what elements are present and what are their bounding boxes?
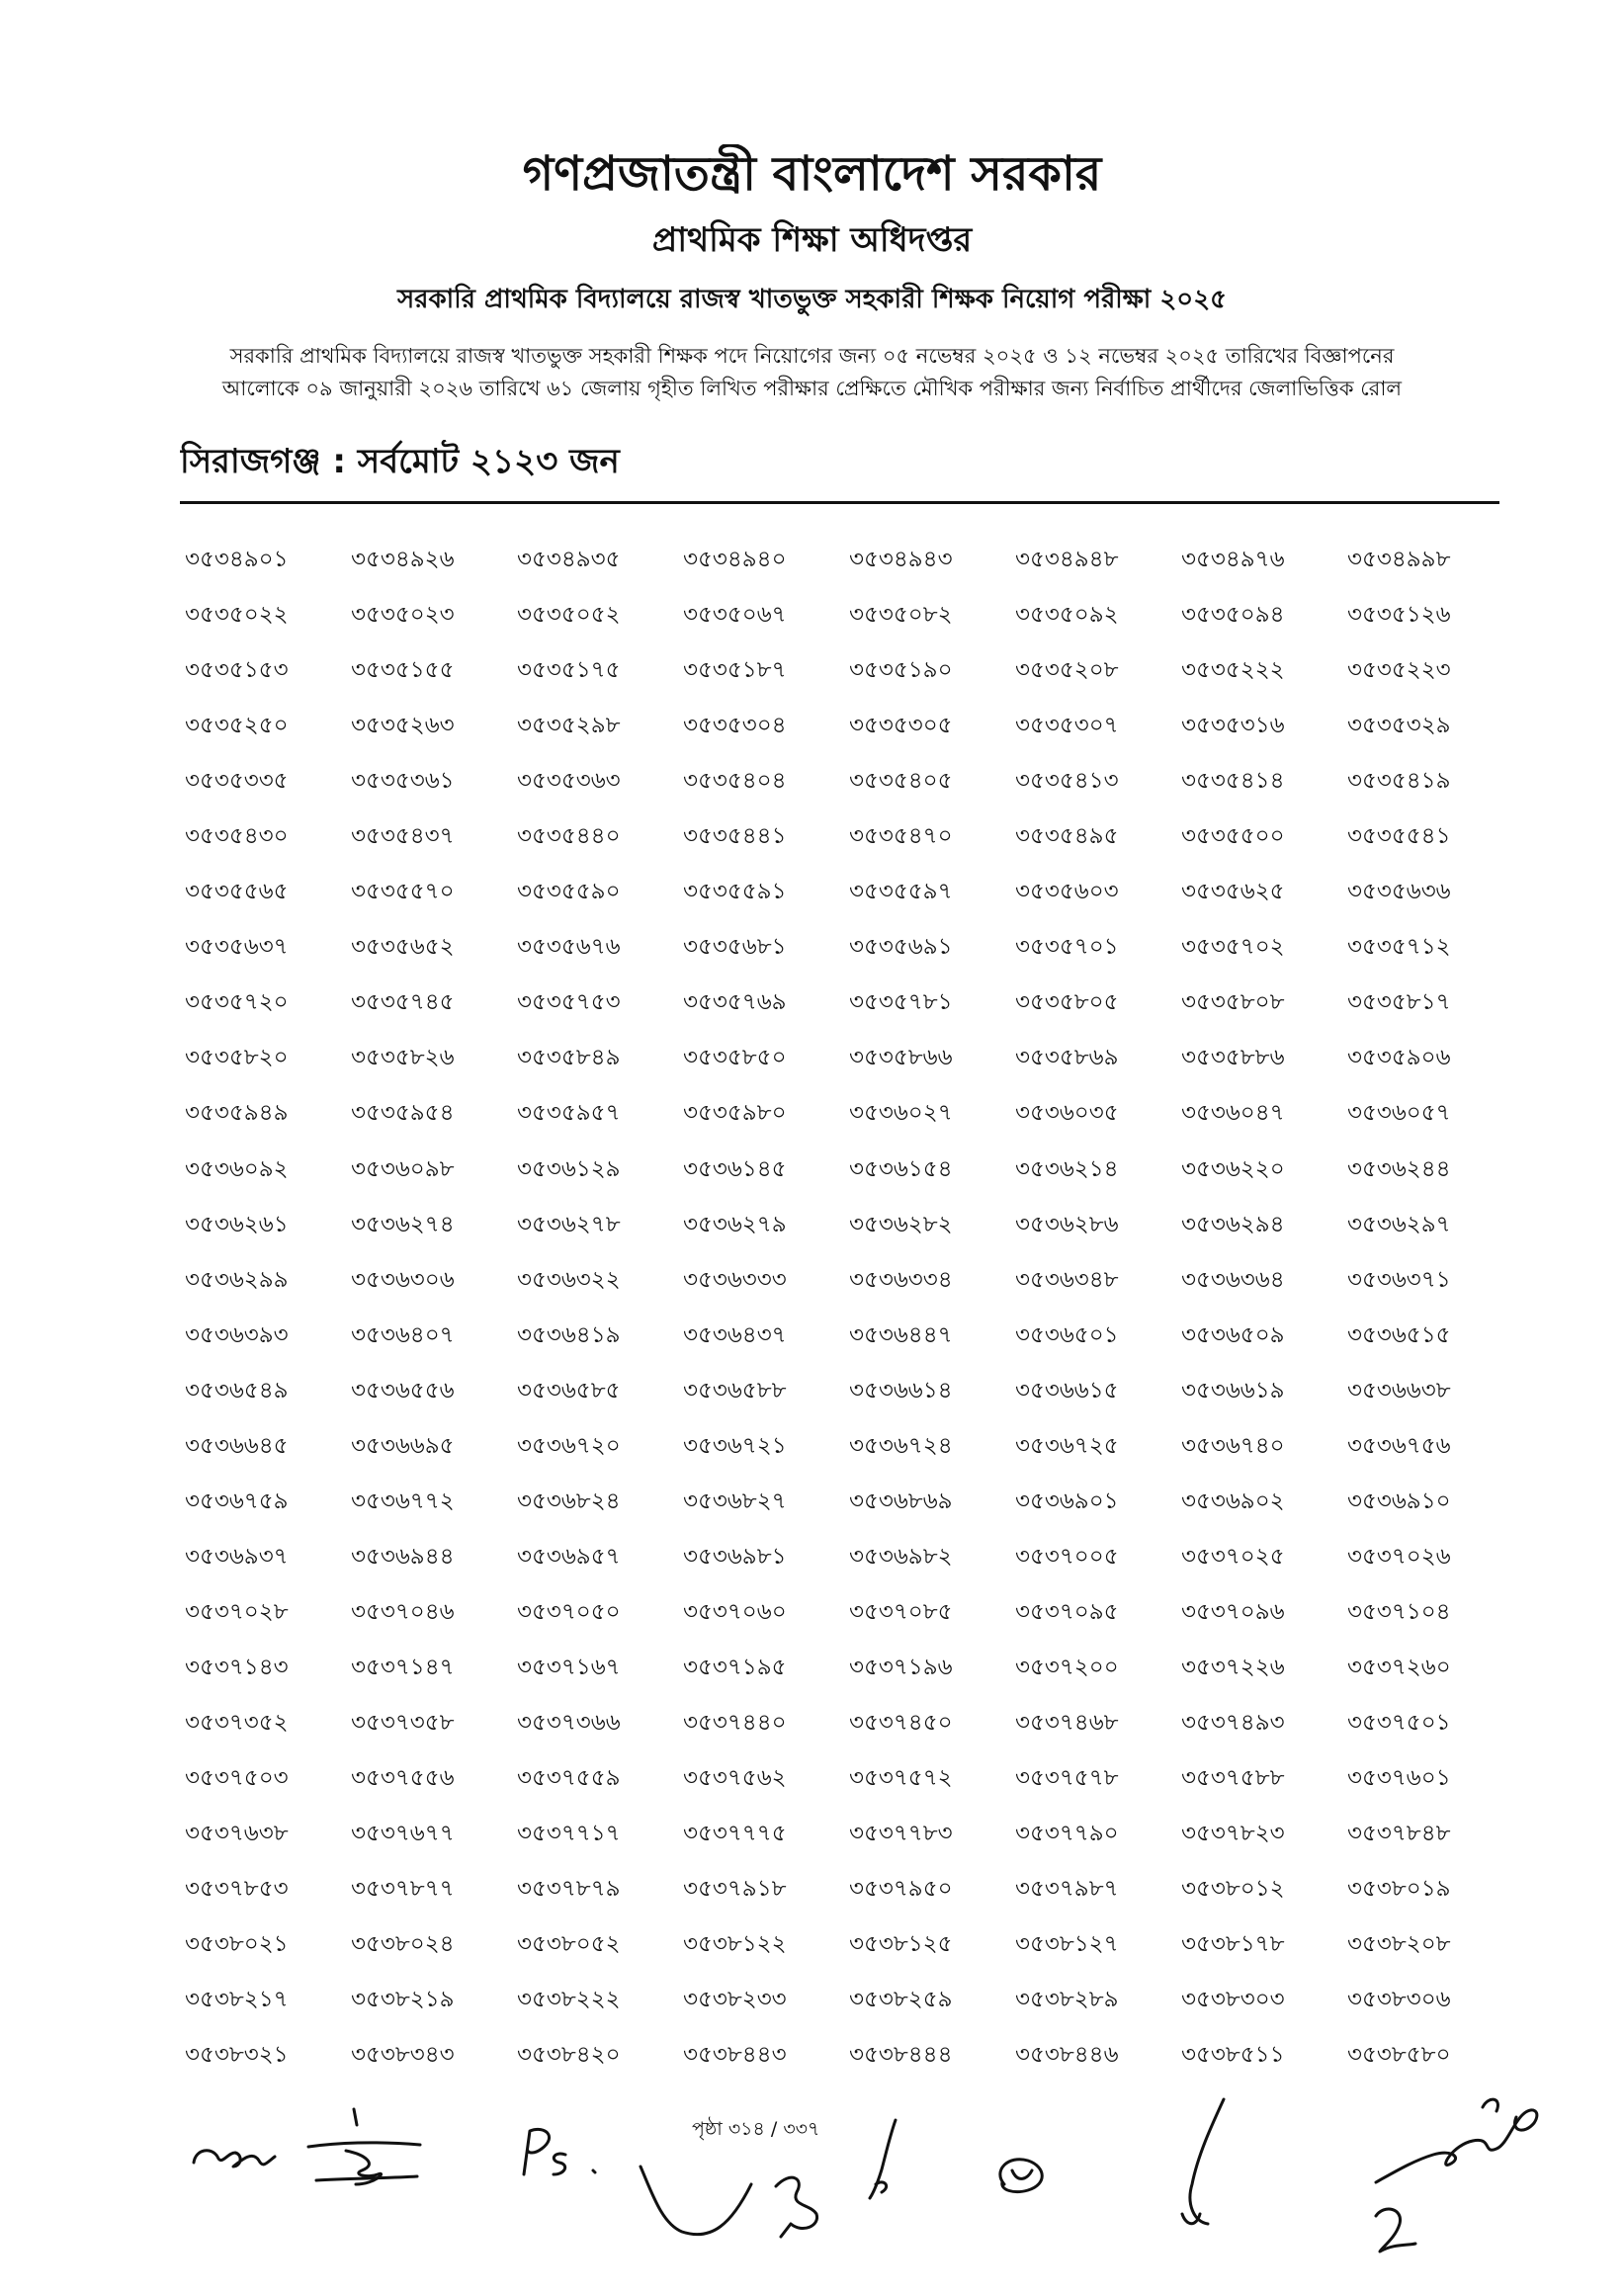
roll-number: ৩৫৩৭৩৫২ [185,1710,289,1736]
roll-number: ৩৫৩৫৩৬৩ [517,768,621,795]
roll-number: ৩৫৩৮৪৪৬ [1015,2042,1119,2069]
roll-number: ৩৫৩৭১৪৭ [351,1654,455,1680]
roll-number: ৩৫৩৫৮০৫ [1015,989,1119,1016]
roll-number: ৩৫৩৭০০৫ [1015,1543,1119,1570]
roll-number: ৩৫৩৮৩৪৩ [351,2042,455,2069]
roll-number: ৩৫৩৫৪১৩ [1015,768,1119,795]
roll-number: ৩৫৩৫২২২ [1181,657,1285,684]
roll-number: ৩৫৩৫৪৯৫ [1015,823,1119,850]
signature-5 [870,2120,896,2198]
roll-number: ৩৫৩৭০৪৬ [351,1598,455,1625]
roll-number: ৩৫৩৭৭১৭ [517,1821,621,1847]
roll-number: ৩৫৩৫৪৪০ [517,823,621,850]
roll-number: ৩৫৩৫৩০৭ [1015,713,1119,739]
roll-number: ৩৫৩৭৮৫৩ [185,1876,289,1903]
roll-number: ৩৫৩৭০৬০ [683,1598,787,1625]
roll-row [185,1085,1513,1141]
roll-number: ৩৫৩৭৩৬৬ [517,1710,621,1736]
roll-number: ৩৫৩৮২৮৯ [1015,1987,1119,2013]
roll-number: ৩৫৩৫৮১৭ [1347,989,1451,1016]
roll-number: ৩৫৩৫০৮২ [849,602,953,629]
exam-title: সরকারি প্রাথমিক বিদ্যালয়ে রাজস্ব খাতভুক্ত সহকারী শিক্ষক নিয়োগ পরীক্ষা ২০২৫ [397,285,1227,314]
roll-number: ৩৫৩৪৯২৬ [351,547,455,573]
roll-number: ৩৫৩৫৯০৬ [1347,1045,1451,1071]
roll-number: ৩৫৩৮১২২ [683,1931,787,1958]
roll-row [185,1529,1513,1584]
roll-number: ৩৫৩৭৮২৩ [1181,1821,1285,1847]
roll-number: ৩৫৩৫৩২৯ [1347,713,1451,739]
roll-number: ৩৫৩৫৪৩০ [185,823,289,850]
roll-number: ৩৫৩৫৪০৫ [849,768,953,795]
roll-number: ৩৫৩৫২২৩ [1347,657,1451,684]
roll-number: ৩৫৩৮২৩৩ [683,1987,787,2013]
roll-number: ৩৫৩৫৮২৬ [351,1045,455,1071]
roll-number: ৩৫৩৬৩৯৩ [185,1321,289,1348]
roll-number: ৩৫৩৮২১৯ [351,1987,455,2013]
roll-number: ৩৫৩৬৫৮৮ [683,1377,787,1403]
roll-number: ৩৫৩৫৮৮৬ [1181,1045,1285,1071]
roll-number: ৩৫৩৭১০৪ [1347,1598,1451,1625]
roll-number: ৩৫৩৭৬৩৮ [185,1821,289,1847]
roll-number: ৩৫৩৫৬৯১ [849,934,953,961]
roll-number: ৩৫৩৮০৫২ [517,1931,621,1958]
roll-number: ৩৫৩৬৯৫৭ [517,1543,621,1570]
roll-number: ৩৫৩৫১২৬ [1347,602,1451,629]
roll-number: ৩৫৩৭৪৫০ [849,1710,953,1736]
roll-number: ৩৫৩৭৪৪০ [683,1710,787,1736]
roll-number: ৩৫৩৫২৯৮ [517,713,621,739]
roll-number: ৩৫৩৫১৫৫ [351,657,455,684]
roll-number: ৩৫৩৪৯৩৫ [517,547,621,573]
roll-number: ৩৫৩৫১৭৫ [517,657,621,684]
roll-number: ৩৫৩৬২৭৯ [683,1211,787,1237]
roll-number: ৩৫৩৬০৯২ [185,1155,289,1182]
roll-number: ৩৫৩৭৬৭৭ [351,1821,455,1847]
roll-number: ৩৫৩৫৭৫৩ [517,989,621,1016]
roll-number: ৩৫৩৬৭২০ [517,1432,621,1459]
roll-number: ৩৫৩৫৩০৪ [683,713,787,739]
roll-number: ৩৫৩৫৩৩৫ [185,768,289,795]
roll-number: ৩৫৩৮৪২০ [517,2042,621,2069]
roll-number: ৩৫৩৫৬৩৬ [1347,879,1451,905]
roll-number-grid [185,532,1513,2082]
roll-number: ৩৫৩৬৫০১ [1015,1321,1119,1348]
roll-number: ৩৫৩৫৭১২ [1347,934,1451,961]
roll-number: ৩৫৩৫৭৪৫ [351,989,455,1016]
roll-number: ৩৫৩৬২৮৬ [1015,1211,1119,1237]
roll-number: ৩৫৩৬১৪৫ [683,1155,787,1182]
roll-number: ৩৫৩৪৯৪০ [683,547,787,573]
roll-number: ৩৫৩৫৫৭০ [351,879,455,905]
roll-number: ৩৫৩৫০৫২ [517,602,621,629]
roll-number: ৩৫৩৮২১৭ [185,1987,289,2013]
roll-row [185,1474,1513,1529]
roll-number: ৩৫৩৬৯১০ [1347,1488,1451,1514]
roll-number: ৩৫৩৫৫৯১ [683,879,787,905]
district-heading: সিরাজগঞ্জ : সর্বমোট ২১২৩ জন [180,442,620,481]
roll-number: ৩৫৩৬৩০৬ [351,1266,455,1293]
roll-number: ৩৫৩৭০৫০ [517,1598,621,1625]
roll-row [185,1030,1513,1085]
roll-number: ৩৫৩৫১৫৩ [185,657,289,684]
roll-number: ৩৫৩৬৯০১ [1015,1488,1119,1514]
roll-number: ৩৫৩৬৪৩৭ [683,1321,787,1348]
roll-number: ৩৫৩৭২২৬ [1181,1654,1285,1680]
roll-row [185,2027,1513,2082]
roll-number: ৩৫৩৮০১২ [1181,1876,1285,1903]
signature-8 [1376,2209,1415,2252]
roll-number: ৩৫৩৬৩২২ [517,1266,621,1293]
roll-number: ৩৫৩৫৩৬১ [351,768,455,795]
roll-number: ৩৫৩৫২৬৩ [351,713,455,739]
roll-number: ৩৫৩৬২২০ [1181,1155,1285,1182]
roll-number: ৩৫৩৮২৫৯ [849,1987,953,2013]
roll-number: ৩৫৩৭০২৫ [1181,1543,1285,1570]
roll-number: ৩৫৩৭৫৫৯ [517,1765,621,1792]
roll-number: ৩৫৩৭৯১৮ [683,1876,787,1903]
roll-number: ৩৫৩৬৬১৯ [1181,1377,1285,1403]
roll-number: ৩৫৩৪৯০১ [185,547,289,573]
roll-number: ৩৫৩৫৭২০ [185,989,289,1016]
roll-number: ৩৫৩৫৫০০ [1181,823,1285,850]
roll-number: ৩৫৩৬৪৪৭ [849,1321,953,1348]
roll-number: ৩৫৩৭৮৭৯ [517,1876,621,1903]
roll-number: ৩৫৩৪৯৪৩ [849,547,953,573]
roll-number: ৩৫৩৬০৯৮ [351,1155,455,1182]
roll-row [185,1308,1513,1363]
roll-number: ৩৫৩৮০২৪ [351,1931,455,1958]
roll-number: ৩৫৩৮৫১১ [1181,2042,1285,2069]
roll-number: ৩৫৩৭৭৭৫ [683,1821,787,1847]
roll-number: ৩৫৩৫৬৫২ [351,934,455,961]
roll-row [185,1861,1513,1916]
roll-number: ৩৫৩৪৯৯৮ [1347,547,1451,573]
roll-number: ৩৫৩৫৭০২ [1181,934,1285,961]
roll-row [185,698,1513,753]
roll-number: ৩৫৩৫৮৬৬ [849,1045,953,1071]
roll-number: ৩৫৩৬৩৭১ [1347,1266,1451,1293]
roll-number: ৩৫৩৬৯৩৭ [185,1543,289,1570]
roll-number: ৩৫৩৭৫৬২ [683,1765,787,1792]
roll-number: ৩৫৩৭৮৭৭ [351,1876,455,1903]
notice-line-1: সরকারি প্রাথমিক বিদ্যালয়ে রাজস্ব খাতভুক্ত সহকারী শিক্ষক পদে নিয়োগের জন্য ০৫ নভেম্বর ২০২৫ ও ১২ নভেম্বর ২০২৫ তারিখের বিজ্ঞাপনের [229,344,1395,368]
signature-3 [524,2129,595,2174]
roll-row [185,1695,1513,1750]
notice-line-2: আলোকে ০৯ জানুয়ারী ২০২৬ তারিখে ৬১ জেলায় গৃহীত লিখিত পরীক্ষার প্রেক্ষিতে মৌখিক পরীক্ষার জন্য নির্বাচিত প্রার্থীদের জেলাভিত্তিক রোল [221,377,1403,400]
roll-row [185,532,1513,587]
roll-number: ৩৫৩৮১২৫ [849,1931,953,1958]
roll-number: ৩৫৩৬৭২৫ [1015,1432,1119,1459]
roll-number: ৩৫৩৫৪০৪ [683,768,787,795]
roll-number: ৩৫৩৭০৯৫ [1015,1598,1119,1625]
roll-number: ৩৫৩৬৯৪৪ [351,1543,455,1570]
roll-number: ৩৫৩৬৮৬৯ [849,1488,953,1514]
roll-number: ৩৫৩৬৬৩৮ [1347,1377,1451,1403]
roll-number: ৩৫৩৬৭৭২ [351,1488,455,1514]
roll-number: ৩৫৩৭৯৮৭ [1015,1876,1119,1903]
roll-number: ৩৫৩৮৩০৩ [1181,1987,1285,2013]
government-title: গণপ্রজাতন্ত্রী বাংলাদেশ সরকার [522,146,1102,202]
roll-number: ৩৫৩৬৬৯৫ [351,1432,455,1459]
roll-number: ৩৫৩৭১৬৭ [517,1654,621,1680]
roll-number: ৩৫৩৬৭৪০ [1181,1432,1285,1459]
signatures-area [0,2076,1624,2283]
roll-number: ৩৫৩৬৬১৫ [1015,1377,1119,1403]
roll-number: ৩৫৩৬৬৪৫ [185,1432,289,1459]
roll-number: ৩৫৩৫৫৯৭ [849,879,953,905]
roll-row [185,1197,1513,1252]
roll-number: ৩৫৩৬১৫৪ [849,1155,953,1182]
roll-number: ৩৫৩৭১৪৩ [185,1654,289,1680]
roll-number: ৩৫৩৫৬৮১ [683,934,787,961]
roll-row [185,1252,1513,1308]
roll-row [185,1640,1513,1695]
roll-number: ৩৫৩৬৯০২ [1181,1488,1285,1514]
roll-number: ৩৫৩৮৩২১ [185,2042,289,2069]
roll-number: ৩৫৩৬২১৪ [1015,1155,1119,1182]
roll-number: ৩৫৩৬৫১৫ [1347,1321,1451,1348]
roll-number: ৩৫৩৮৫৮০ [1347,2042,1451,2069]
roll-row [185,587,1513,642]
roll-number: ৩৫৩৬২৪৪ [1347,1155,1451,1182]
roll-number: ৩৫৩৫৯৮০ [683,1100,787,1127]
roll-row [185,975,1513,1030]
roll-number: ৩৫৩৫৬৭৬ [517,934,621,961]
roll-row [185,1806,1513,1861]
roll-number: ৩৫৩৫৬০৩ [1015,879,1119,905]
roll-number: ৩৫৩৬৭৫৬ [1347,1432,1451,1459]
roll-number: ৩৫৩৭৯৫০ [849,1876,953,1903]
roll-number: ৩৫৩৭৫০৩ [185,1765,289,1792]
roll-row [185,1363,1513,1418]
roll-row [185,1142,1513,1197]
roll-number: ৩৫৩৬৩৩৩ [683,1266,787,1293]
roll-number: ৩৫৩৬৯৮১ [683,1543,787,1570]
roll-row [185,1418,1513,1474]
roll-number: ৩৫৩৬৩৩৪ [849,1266,953,1293]
roll-number: ৩৫৩৫৮৬৯ [1015,1045,1119,1071]
roll-number: ৩৫৩৮০২১ [185,1931,289,1958]
roll-number: ৩৫৩৬২৮২ [849,1211,953,1237]
roll-number: ৩৫৩৬২৯৯ [185,1266,289,1293]
roll-number: ৩৫৩৫২৫০ [185,713,289,739]
signature-4 [641,2167,817,2237]
roll-number: ৩৫৩৬২৯৭ [1347,1211,1451,1237]
roll-number: ৩৫৩৭৫৫৬ [351,1765,455,1792]
roll-number: ৩৫৩৮৪৪৩ [683,2042,787,2069]
roll-number: ৩৫৩৫৭০১ [1015,934,1119,961]
roll-row [185,1972,1513,2027]
roll-number: ৩৫৩৭০২৬ [1347,1543,1451,1570]
roll-number: ৩৫৩৫৮০৮ [1181,989,1285,1016]
roll-number: ৩৫৩৫০৯২ [1015,602,1119,629]
roll-number: ৩৫৩৭২৬০ [1347,1654,1451,1680]
roll-number: ৩৫৩৭১৯৬ [849,1654,953,1680]
roll-number: ৩৫৩৫০৯৪ [1181,602,1285,629]
roll-number: ৩৫৩৬৬১৪ [849,1377,953,1403]
roll-number: ৩৫৩৭১৯৫ [683,1654,787,1680]
roll-row [185,808,1513,864]
roll-number: ৩৫৩৫০২৩ [351,602,455,629]
roll-number: ৩৫৩৭৩৫৮ [351,1710,455,1736]
roll-number: ৩৫৩৮০১৯ [1347,1876,1451,1903]
roll-number: ৩৫৩৫৬২৫ [1181,879,1285,905]
roll-number: ৩৫৩৫৭৮১ [849,989,953,1016]
roll-row [185,864,1513,919]
roll-row [185,753,1513,808]
roll-number: ৩৫৩৭৪৬৮ [1015,1710,1119,1736]
roll-row [185,1750,1513,1806]
roll-number: ৩৫৩৪৯৪৮ [1015,547,1119,573]
roll-number: ৩৫৩৭০৯৬ [1181,1598,1285,1625]
roll-number: ৩৫৩৫৩০৫ [849,713,953,739]
roll-number: ৩৫৩৬৭৫৯ [185,1488,289,1514]
roll-number: ৩৫৩৫৪১৪ [1181,768,1285,795]
signature-1 [194,2151,275,2167]
roll-number: ৩৫৩৬০৫৭ [1347,1100,1451,1127]
roll-number: ৩৫৩৫৮৪৯ [517,1045,621,1071]
heading-divider [180,501,1499,504]
roll-number: ৩৫৩৫৩১৬ [1181,713,1285,739]
roll-number: ৩৫৩৫৭৬৯ [683,989,787,1016]
roll-number: ৩৫৩৭৫৭২ [849,1765,953,1792]
roll-number: ৩৫৩৭০২৮ [185,1598,289,1625]
signature-2 [308,2109,420,2184]
roll-number: ৩৫৩৫৪৩৭ [351,823,455,850]
roll-number: ৩৫৩৬১২৯ [517,1155,621,1182]
roll-number: ৩৫৩৮৪৪৪ [849,2042,953,2069]
roll-number: ৩৫৩৬৫৮৫ [517,1377,621,1403]
roll-number: ৩৫৩৬৫০৯ [1181,1321,1285,1348]
roll-number: ৩৫৩৮৩০৬ [1347,1987,1451,2013]
roll-number: ৩৫৩৫০২২ [185,602,289,629]
roll-number: ৩৫৩৭৭৮৩ [849,1821,953,1847]
roll-row [185,1916,1513,1972]
roll-number: ৩৫৩৭২০০ [1015,1654,1119,1680]
roll-number: ৩৫৩৬২৬১ [185,1211,289,1237]
roll-number: ৩৫৩৭৭৯০ [1015,1821,1119,1847]
roll-number: ৩৫৩৭৫০১ [1347,1710,1451,1736]
roll-number: ৩৫৩৬৪১৯ [517,1321,621,1348]
roll-number: ৩৫৩৬৫৫৬ [351,1377,455,1403]
roll-number: ৩৫৩৬৩৬৪ [1181,1266,1285,1293]
roll-row [185,642,1513,698]
roll-number: ৩৫৩৬৭২৪ [849,1432,953,1459]
roll-number: ৩৫৩৬৮২৪ [517,1488,621,1514]
roll-number: ৩৫৩৬৪০৭ [351,1321,455,1348]
roll-number: ৩৫৩৭৬০১ [1347,1765,1451,1792]
roll-number: ৩৫৩৭৫৭৮ [1015,1765,1119,1792]
roll-number: ৩৫৩৮১৭৮ [1181,1931,1285,1958]
roll-number: ৩৫৩৮১২৭ [1015,1931,1119,1958]
roll-number: ৩৫৩৫৬৩৭ [185,934,289,961]
roll-number: ৩৫৩৫৯৫৭ [517,1100,621,1127]
roll-number: ৩৫৩৭৮৪৮ [1347,1821,1451,1847]
roll-number: ৩৫৩৭০৮৫ [849,1598,953,1625]
roll-number: ৩৫৩৫৮৫০ [683,1045,787,1071]
roll-number: ৩৫৩৮২২২ [517,1987,621,2013]
page-number: পৃষ্ঠা ৩১৪ / ৩৩৭ [692,2118,820,2140]
roll-number: ৩৫৩৬২৭৮ [517,1211,621,1237]
roll-number: ৩৫৩৫১৮৭ [683,657,787,684]
roll-number: ৩৫৩৫৫৬৫ [185,879,289,905]
roll-number: ৩৫৩৬০২৭ [849,1100,953,1127]
roll-number: ৩৫৩৬২৯৪ [1181,1211,1285,1237]
roll-number: ৩৫৩৬৫৪৯ [185,1377,289,1403]
roll-number: ৩৫৩৬৯৮২ [849,1543,953,1570]
roll-number: ৩৫৩৫৫৯০ [517,879,621,905]
roll-number: ৩৫৩৫৪৪১ [683,823,787,850]
roll-number: ৩৫৩৫৪৭০ [849,823,953,850]
roll-number: ৩৫৩৬২৭৪ [351,1211,455,1237]
roll-number: ৩৫৩৭৪৯৩ [1181,1710,1285,1736]
roll-number: ৩৫৩৫৪১৯ [1347,768,1451,795]
roll-number: ৩৫৩৭৫৮৮ [1181,1765,1285,1792]
roll-number: ৩৫৩৮২০৮ [1347,1931,1451,1958]
roll-number: ৩৫৩৫৯৪৯ [185,1100,289,1127]
directorate-title: প্রাথমিক শিক্ষা অধিদপ্তর [651,220,973,260]
roll-number: ৩৫৩৫৯৫৪ [351,1100,455,1127]
roll-number: ৩৫৩৬৮২৭ [683,1488,787,1514]
signature-9 [1376,2099,1537,2182]
signature-7 [1182,2099,1224,2224]
roll-number: ৩৫৩৬৭২১ [683,1432,787,1459]
roll-number: ৩৫৩৬০৩৫ [1015,1100,1119,1127]
roll-number: ৩৫৩৫২০৮ [1015,657,1119,684]
roll-number: ৩৫৩৪৯৭৬ [1181,547,1285,573]
roll-row [185,1584,1513,1640]
signature-6 [1000,2160,1042,2192]
roll-number: ৩৫৩৫১৯০ [849,657,953,684]
roll-number: ৩৫৩৫৫৪১ [1347,823,1451,850]
roll-number: ৩৫৩৫০৬৭ [683,602,787,629]
roll-number: ৩৫৩৫৮২০ [185,1045,289,1071]
roll-row [185,919,1513,975]
roll-number: ৩৫৩৬০৪৭ [1181,1100,1285,1127]
roll-number: ৩৫৩৬৩৪৮ [1015,1266,1119,1293]
